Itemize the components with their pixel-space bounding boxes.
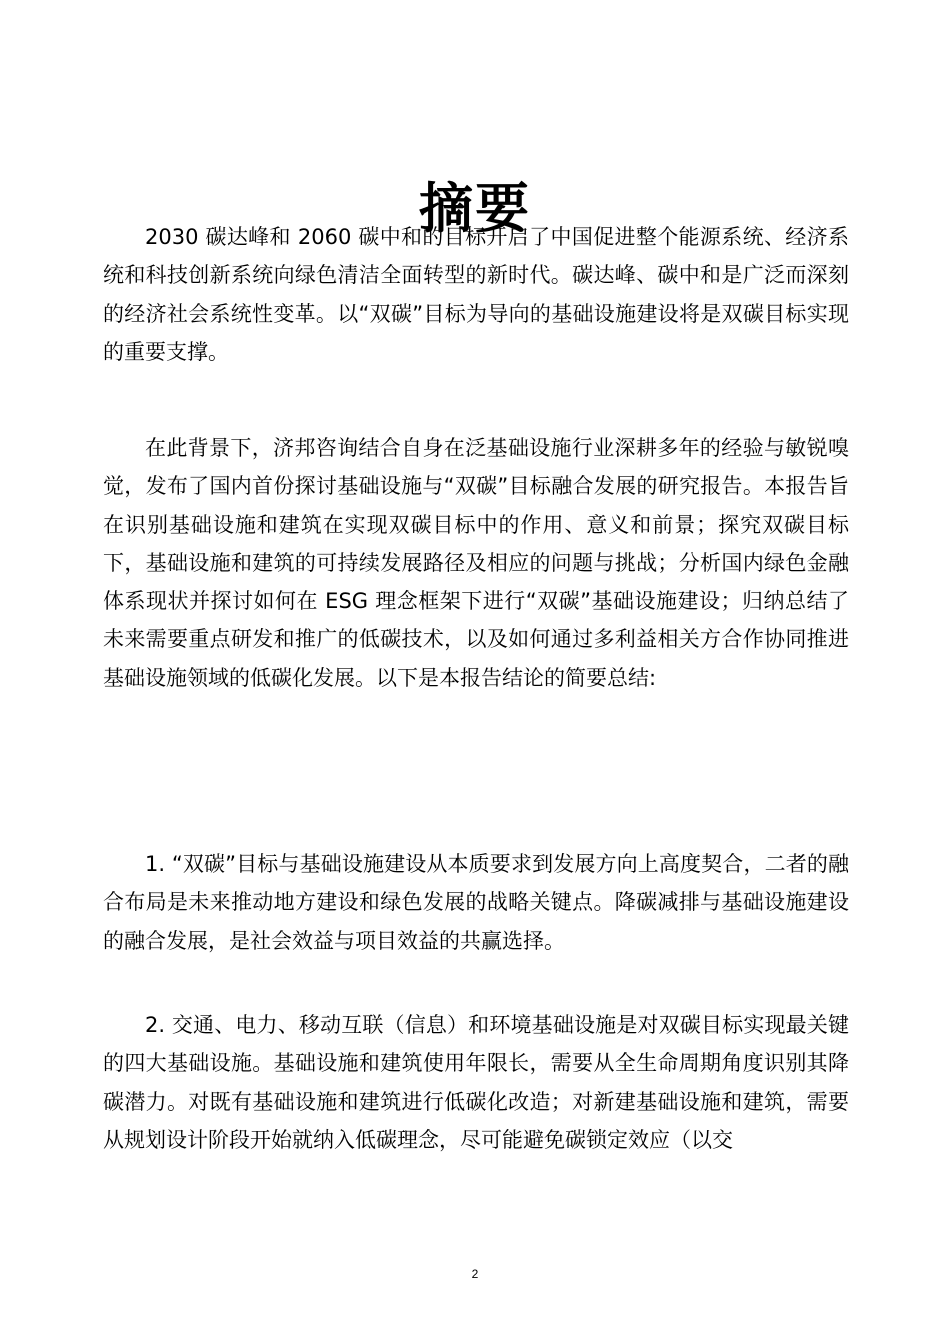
page-number: 2 — [471, 1267, 479, 1281]
abstract-paragraph-2: 在此背景下，济邦咨询结合自身在泛基础设施行业深耕多年的经验与敏锐嗅觉，发布了国内首份探讨基础设施与“双碳”目标融合发展的研究报告。本报告旨在识别基础设施和建筑在实现双碳目标中的作用、意义和前景；探究双碳目标下，基础设施和建筑的可持续发展路径及相应的问题与挑战；分析国内绿色金融体系现状并探讨如何在 ESG 理念框架下进行“双碳”基础设施建设；归纳总结了未来需要重点研发和推广的低碳技术，以及如何通过多利益相关方合作协同推进基础设施领域的低碳化发展。以下是本报告结论的简要总结: — [103, 436, 849, 690]
page-title: 摘要 — [419, 176, 531, 241]
conclusion-item-1: 1. “双碳”目标与基础设施建设从本质要求到发展方向上高度契合，二者的融合布局是未来推动地方建设和绿色发展的战略关键点。降碳减排与基础设施建设的融合发展，是社会效益与项目效益的共赢选择。 — [103, 852, 849, 953]
abstract-paragraph-1: 2030 碳达峰和 2060 碳中和的目标开启了中国促进整个能源系统、经济系统和科技创新系统向绿色清洁全面转型的新时代。碳达峰、碳中和是广泛而深刻的经济社会系统性变革。以“双碳”目标为导向的基础设施建设将是双碳目标实现的重要支撑。 — [103, 225, 849, 364]
conclusion-item-2: 2. 交通、电力、移动互联（信息）和环境基础设施是对双碳目标实现最关键的四大基础设施。基础设施和建筑使用年限长，需要从全生命周期角度识别其降碳潜力。对既有基础设施和建筑进行低碳化改造；对新建基础设施和建筑，需要从规划设计阶段开始就纳入低碳理念，尽可能避免碳锁定效应（以交 — [103, 1013, 849, 1152]
